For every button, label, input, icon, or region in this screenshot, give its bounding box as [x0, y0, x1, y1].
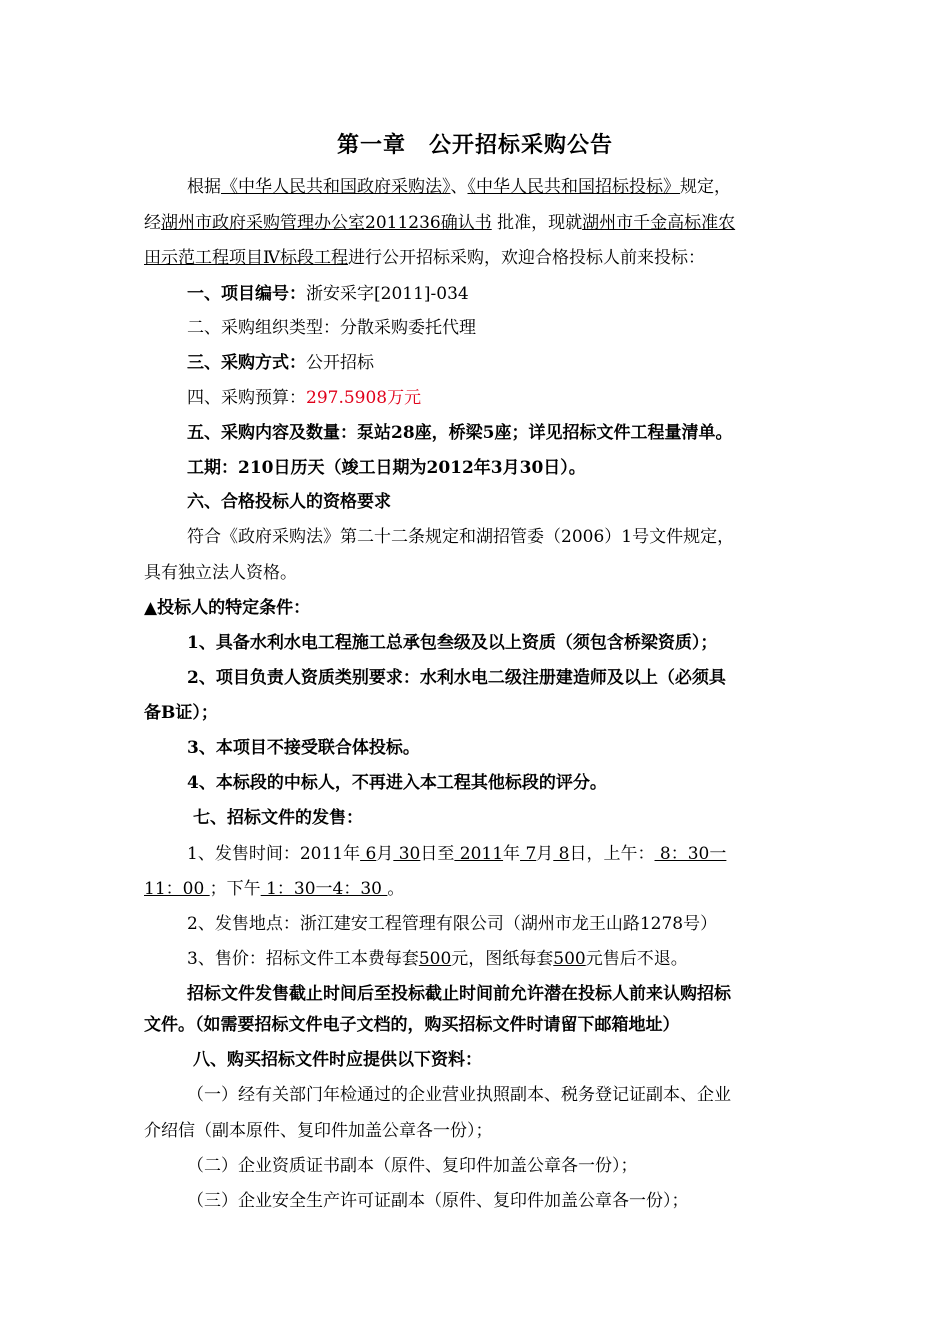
material-1-line-2: 介绍信（副本原件、复印件加盖公章各一份）；: [144, 1121, 493, 1141]
project-name: 湖州市千金高标准农: [582, 213, 736, 233]
condition-4: 4、本标段的中标人，不再进入本工程其他标段的评分。: [187, 773, 607, 793]
section-7: 七、招标文件的发售：: [193, 808, 363, 828]
qualification-line-2: 具有独立法人资格。: [144, 563, 297, 583]
law-reference-1: 《中华人民共和国政府采购法》: [221, 177, 451, 197]
intro-line-2: 经湖州市政府采购管理办公室2011236确认书 批准，现就湖州市千金高标准农: [144, 213, 736, 233]
qualification-line-1: 符合《政府采购法》第二十二条规定和湖招管委（2006）1号文件规定，: [187, 527, 735, 547]
sale-place: 2、发售地点：浙江建安工程管理有限公司（湖州市龙王山路1278号）: [187, 914, 718, 934]
material-3: （三）企业安全生产许可证副本（原件、复印件加盖公章各一份）；: [187, 1191, 689, 1211]
section-1: 一、项目编号：浙安采字[2011]-034: [187, 284, 469, 304]
material-1-line-1: （一）经有关部门年检通过的企业营业执照副本、税务登记证副本、企业: [187, 1085, 731, 1105]
condition-2-line-1: 2、项目负责人资质类别要求：水利水电二级注册建造师及以上（必须具: [187, 668, 726, 688]
note-line-2: 文件。（如需要招标文件电子文档的，购买招标文件时请留下邮箱地址）: [144, 1015, 680, 1035]
law-reference-2: 《中华人民共和国招标投标》: [467, 177, 680, 197]
sale-price: 3、售价：招标文件工本费每套500元，图纸每套500元售后不退。: [187, 949, 688, 969]
work-period: 工期：210日历天（竣工日期为2012年3月30日）。: [187, 458, 586, 478]
intro-line-3: 田示范工程项目Ⅳ标段工程进行公开招标采购，欢迎合格投标人前来投标：: [144, 248, 705, 268]
condition-3: 3、本项目不接受联合体投标。: [187, 738, 420, 758]
section-8: 八、购买招标文件时应提供以下资料：: [193, 1050, 482, 1070]
page-title: 第一章 公开招标采购公告: [336, 133, 613, 158]
section-5: 五、采购内容及数量：泵站28座，桥梁5座；详见招标文件工程量清单。: [187, 423, 733, 443]
special-conditions-title: ▲投标人的特定条件：: [144, 598, 311, 618]
project-name-cont: 田示范工程项目Ⅳ标段工程: [144, 248, 348, 268]
condition-1: 1、具备水利水电工程施工总承包叁级及以上资质（须包含桥梁资质）；: [187, 633, 718, 653]
material-2: （二）企业资质证书副本（原件、复印件加盖公章各一份）；: [187, 1156, 638, 1176]
budget-value: 297.5908万元: [306, 388, 422, 408]
project-number: 浙安采字[2011]-034: [306, 284, 469, 304]
approval-office: 湖州市政府采购管理办公室2011236确认书: [161, 213, 492, 233]
section-2: 二、采购组织类型：分散采购委托代理: [187, 318, 476, 338]
intro-line-1: 根据《中华人民共和国政府采购法》、《中华人民共和国招标投标》规定，: [187, 177, 731, 197]
section-6: 六、合格投标人的资格要求: [187, 492, 391, 512]
sale-time-line-2: 11：00 ；下午 1：30一4：30 。: [144, 879, 405, 899]
sale-time-line-1: 1、发售时间：2011年 6月 30日至 2011年 7月 8日，上午： 8：30一: [187, 844, 727, 864]
condition-2-line-2: 备B证）；: [144, 703, 218, 723]
section-4: 四、采购预算：297.5908万元: [187, 388, 422, 408]
note-line-1: 招标文件发售截止时间后至投标截止时间前允许潜在投标人前来认购招标: [187, 984, 731, 1004]
section-3: 三、采购方式：公开招标: [187, 353, 374, 373]
